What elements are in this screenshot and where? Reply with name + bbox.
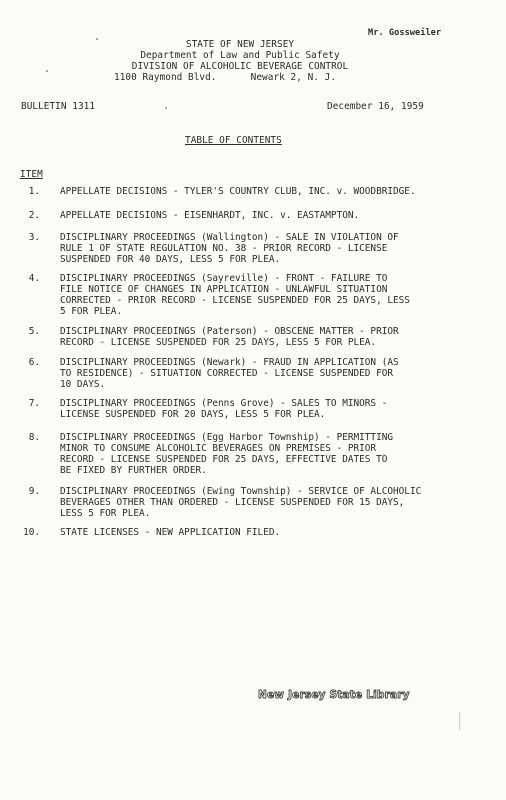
bulletin-number: BULLETIN 1311 [21,101,96,112]
item-number: 10. [23,527,40,538]
speck [165,107,167,109]
header-state: STATE OF NEW JERSEY [185,39,295,50]
recipient-name: Mr. Gossweiler [368,28,442,38]
toc-title: TABLE OF CONTENTS [185,135,282,146]
item-number: 6. [28,357,40,368]
speck [96,38,98,40]
header-address: 1100 Raymond Blvd. Newark 2, N. J. [114,72,337,83]
item-description: STATE LICENSES - NEW APPLICATION FILED. [60,527,281,538]
item-number: 3. [28,232,40,243]
item-description: DISCIPLINARY PROCEEDINGS (Sayreville) - FRONT - FAILURE TO FILE NOTICE OF CHANGES IN APPLICATION - UNLAWFUL SITUATION CORRECTED - PRIOR RECORD - LICENSE SUSPENDED FOR 25 DAYS, LESS 5 FOR PLEA. [60,273,410,317]
header-department: Department of Law and Public Safety [140,50,340,61]
library-stamp: New Jersey State Library [258,689,410,701]
item-number: 2. [28,210,40,221]
item-description: DISCIPLINARY PROCEEDINGS (Paterson) - OBSCENE MATTER - PRIOR RECORD - LICENSE SUSPENDED FOR 25 DAYS, LESS 5 FOR PLEA. [60,326,399,348]
edge-mark [459,712,460,730]
bulletin-date: December 16, 1959 [327,101,424,112]
item-number: 4. [28,273,40,284]
item-column-header: ITEM [20,169,43,180]
header-division: DIVISION OF ALCOHOLIC BEVERAGE CONTROL [131,61,349,72]
item-description: DISCIPLINARY PROCEEDINGS (Ewing Township) - SERVICE OF ALCOHOLIC BEVERAGES OTHER THAN ORDERED - LICENSE SUSPENDED FOR 15 DAYS, LESS 5 FOR PLEA. [60,486,422,519]
item-number: 5. [28,326,40,337]
item-number: 7. [28,398,40,409]
item-number: 8. [28,432,40,443]
item-description: DISCIPLINARY PROCEEDINGS (Penns Grove) - SALES TO MINORS - LICENSE SUSPENDED FOR 20 DAYS, LESS 5 FOR PLEA. [60,398,388,420]
item-number: 9. [28,486,40,497]
item-description: APPELLATE DECISIONS - TYLER'S COUNTRY CLUB, INC. v. WOODBRIDGE. [60,186,416,197]
item-description: DISCIPLINARY PROCEEDINGS (Newark) - FRAUD IN APPLICATION (AS TO RESIDENCE) - SITUATION CORRECTED - LICENSE SUSPENDED FOR 10 DAYS. [60,357,399,390]
item-description: DISCIPLINARY PROCEEDINGS (Egg Harbor Township) - PERMITTING MINOR TO CONSUME ALCOHOLIC BEVERAGES ON PREMISES - PRIOR RECORD - LICENSE SUSPENDED FOR 25 DAYS, EFFECTIVE DATES TO BE FIXED BY FURTHER ORDER. [60,432,394,476]
speck [46,70,48,72]
item-description: APPELLATE DECISIONS - EISENHARDT, INC. v. EASTAMPTON. [60,210,360,221]
item-number: 1. [28,186,40,197]
item-description: DISCIPLINARY PROCEEDINGS (Wallington) - SALE IN VIOLATION OF RULE 1 OF STATE REGULATION NO. 38 - PRIOR RECORD - LICENSE SUSPENDED FOR 40 DAYS, LESS 5 FOR PLEA. [60,232,399,265]
